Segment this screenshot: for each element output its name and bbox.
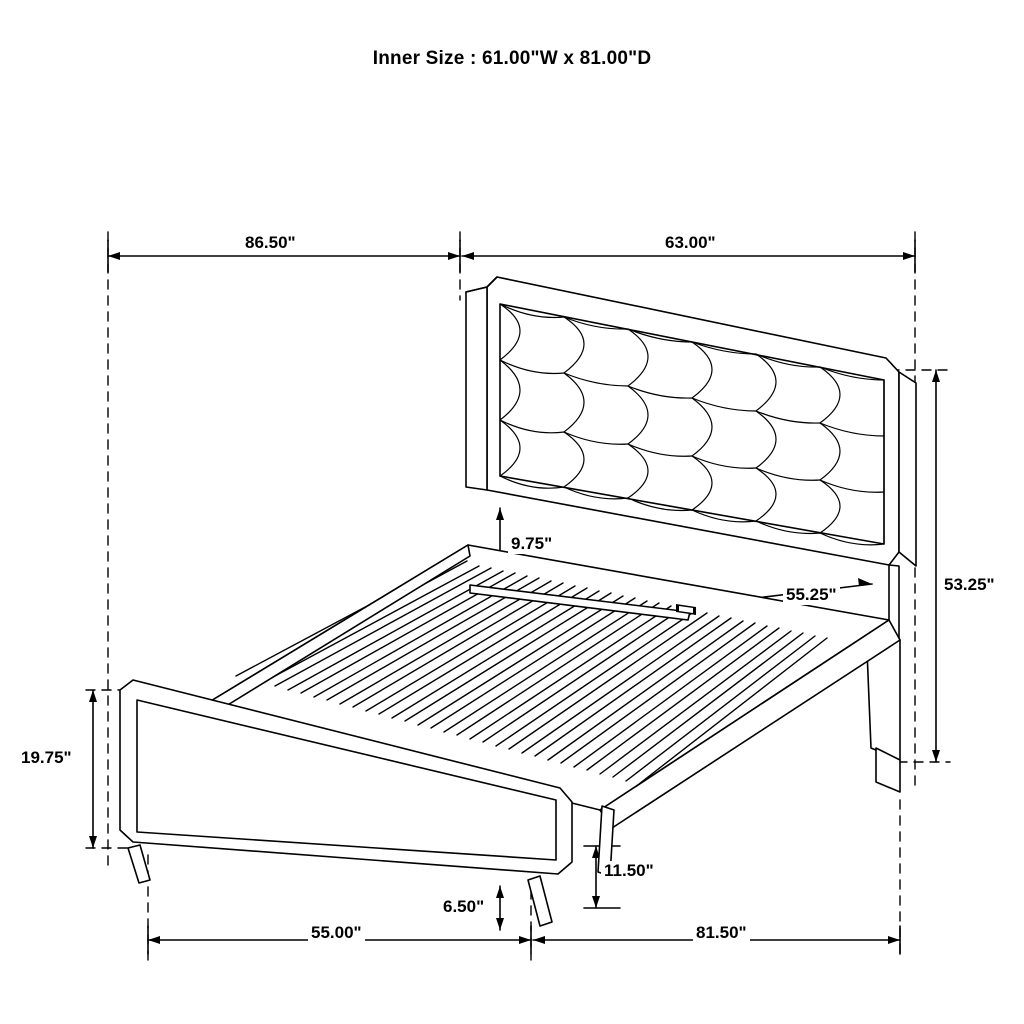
page-title: Inner Size : 61.00"W x 81.00"D (372, 48, 652, 69)
dimension-label-bottom-left: 55.00" (308, 923, 365, 943)
dimension-label-top-left: 86.50" (242, 233, 299, 253)
dimension-label-rail-length: 55.25" (783, 585, 840, 605)
dimension-label-footboard-height: 19.75" (18, 748, 75, 768)
dimension-label-right-height: 53.25" (941, 575, 998, 595)
dimension-label-top-right: 63.00" (662, 233, 719, 253)
dimension-label-leg-height: 11.50" (601, 861, 657, 881)
dimension-label-headboard-gap: 9.75" (508, 534, 555, 554)
dimension-label-bottom-right: 81.50" (693, 923, 750, 943)
dimension-label-leg-offset: 6.50" (440, 897, 487, 917)
